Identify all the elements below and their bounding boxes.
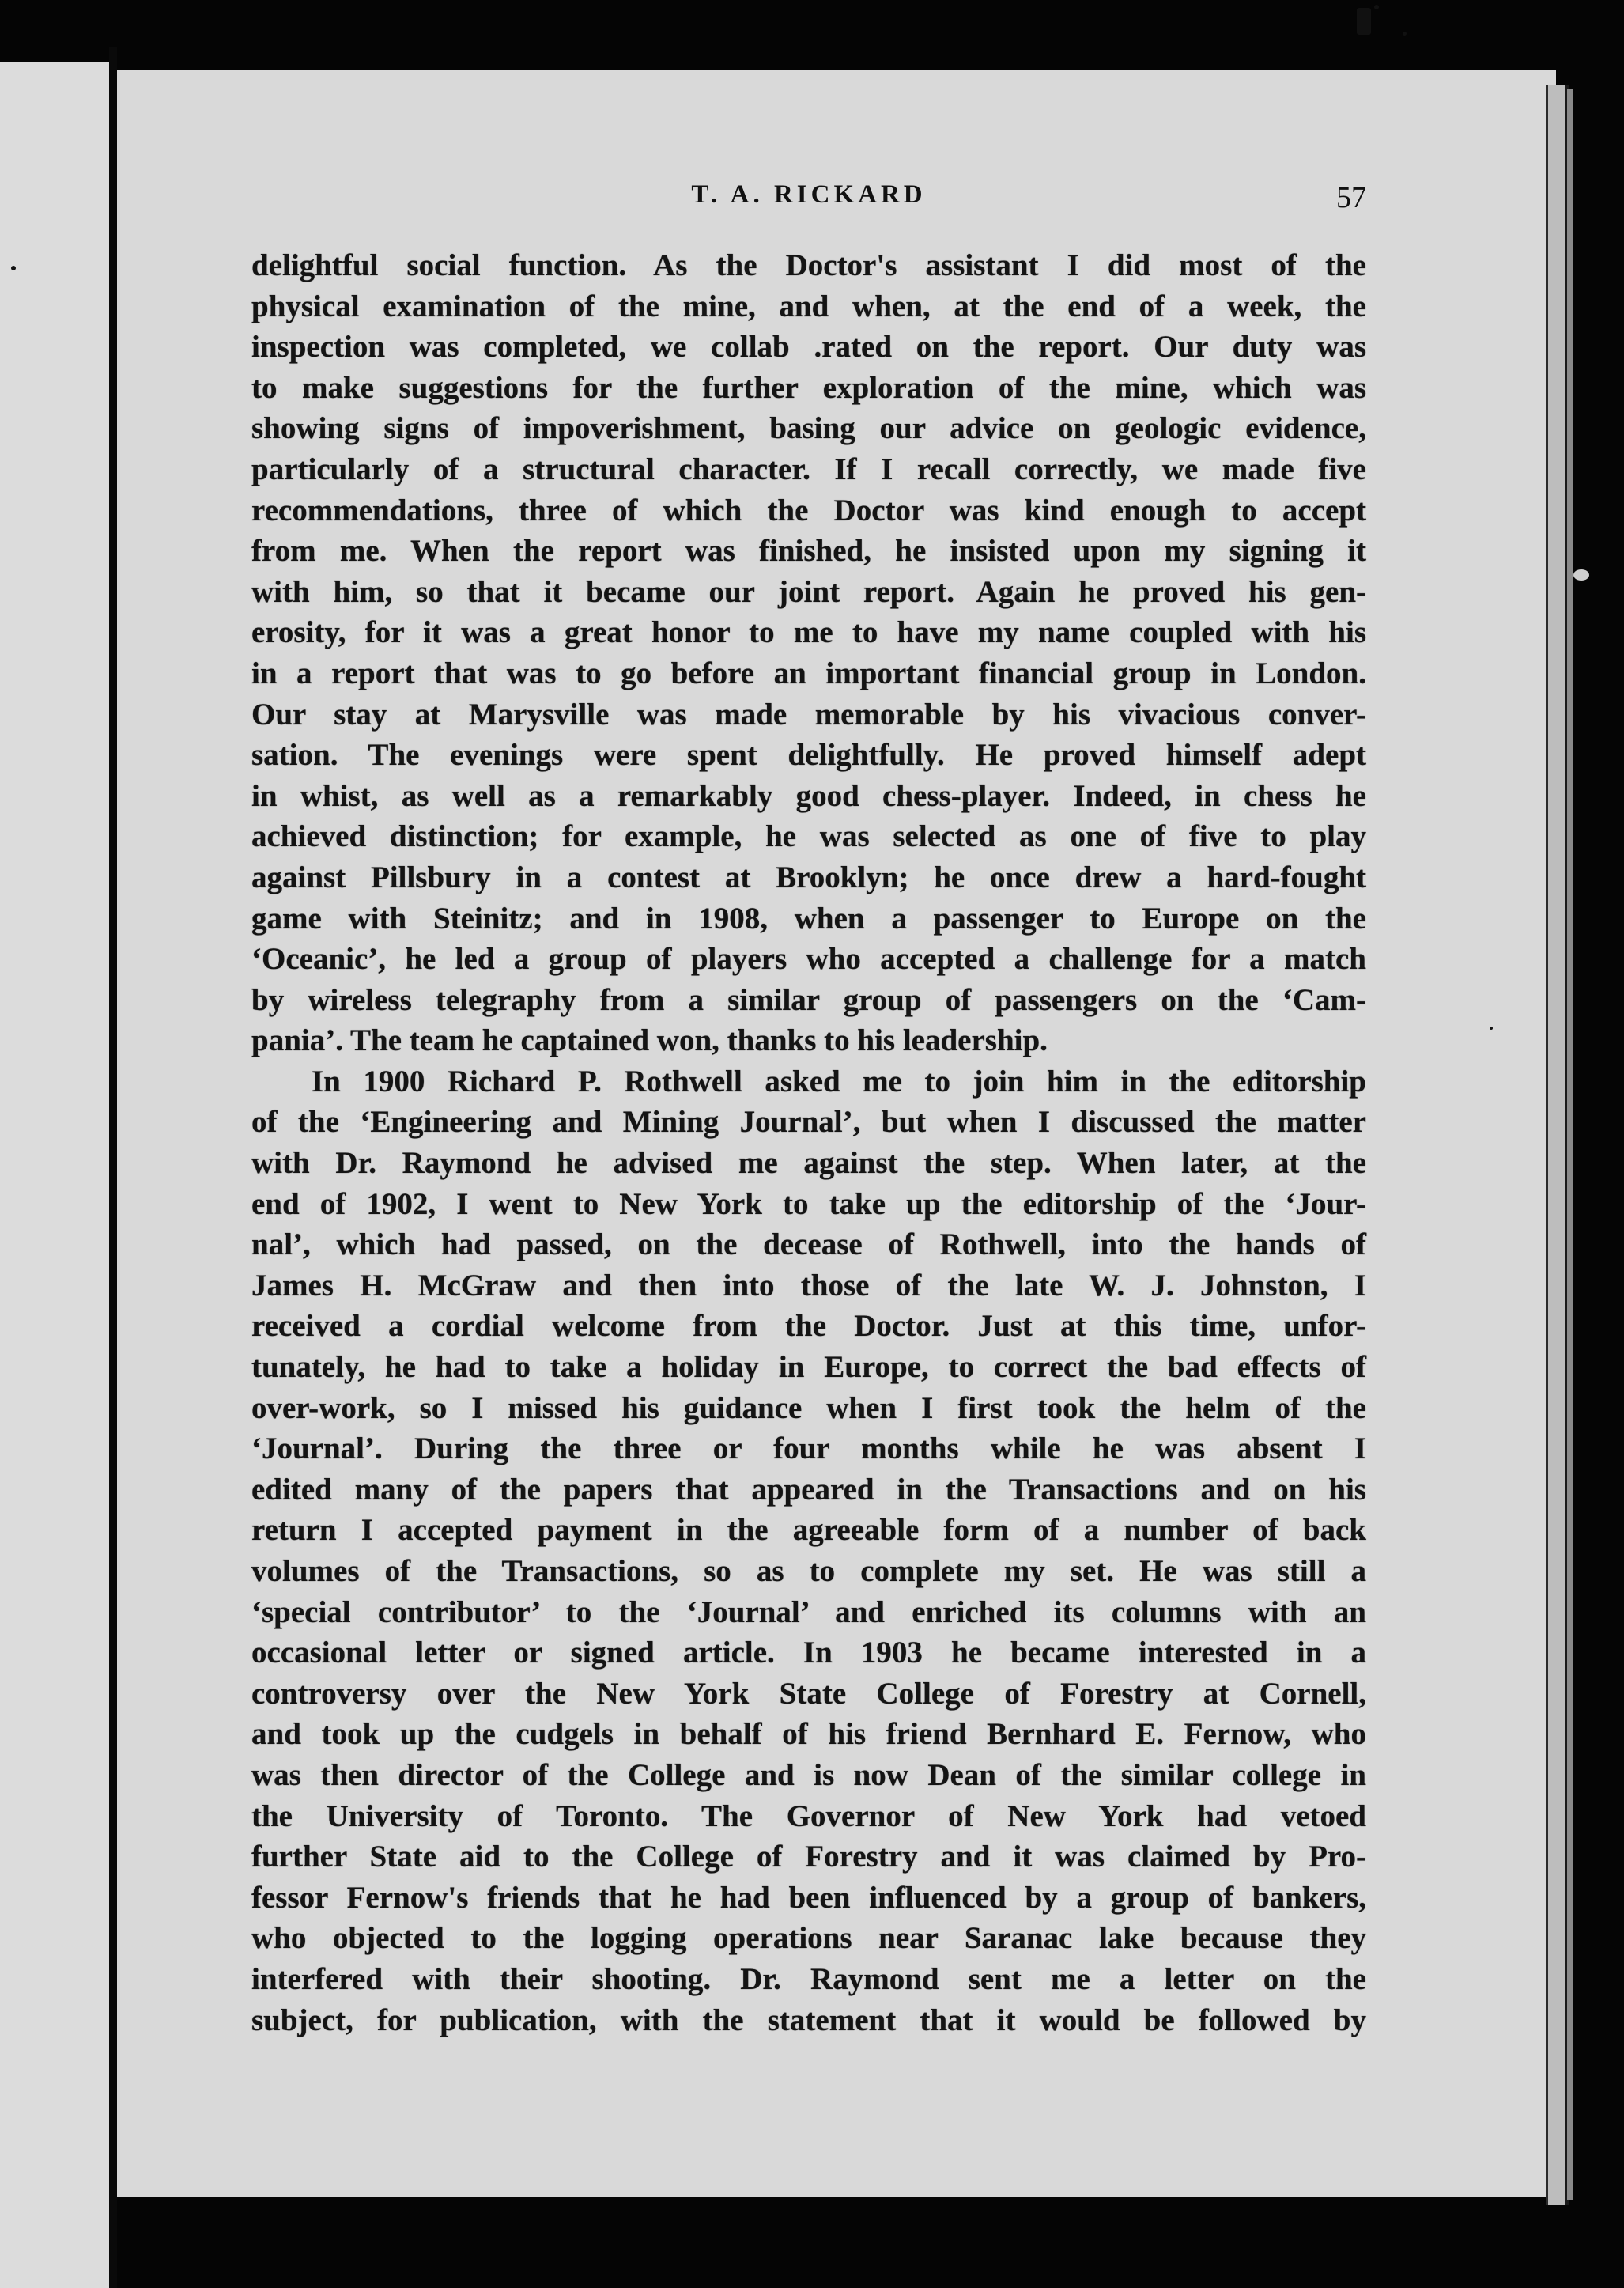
text-line: end of 1902, I went to New York to take up the editorship of the ‘Jour-	[251, 1186, 1366, 1221]
text-line: volumes of the Transactions, so as to complete my set. He was still a	[251, 1554, 1366, 1588]
text-line: occasional letter or signed article. In 1903 he became interested in a	[251, 1636, 1366, 1670]
facing-page-edge	[0, 62, 109, 2288]
text-line: from me. When the report was finished, he insisted upon my signing it	[251, 534, 1366, 569]
text-line: who objected to the logging operations near Saranac lake because they	[251, 1921, 1366, 1956]
paragraph-start-line: In 1900 Richard P. Rothwell asked me to join him in the editorship	[312, 1064, 1366, 1099]
text-line: game with Steinitz; and in 1908, when a passenger to Europe on the	[251, 901, 1366, 936]
text-line: by wireless telegraphy from a similar group of passengers on the ‘Cam-	[251, 982, 1366, 1017]
text-line: recommendations, three of which the Doctor was kind enough to accept	[251, 493, 1366, 528]
text-line: ‘Journal’. During the three or four months while he was absent I	[251, 1431, 1366, 1466]
text-line: in a report that was to go before an important financial group in London.	[251, 656, 1366, 690]
text-line: over-work, so I missed his guidance when I first took the helm of the	[251, 1390, 1366, 1425]
text-line: interfered with their shooting. Dr. Raymond sent me a letter on the	[251, 1961, 1366, 1996]
scan-speck	[11, 266, 16, 270]
scan-speck	[1490, 1027, 1493, 1030]
text-line: ‘special contributor’ to the ‘Journal’ and enriched its columns with an	[251, 1594, 1366, 1629]
page-stack-shadow	[1567, 89, 1573, 2200]
text-line: of the ‘Engineering and Mining Journal’, but when I discussed the matter	[251, 1105, 1366, 1140]
scan-speck	[1374, 5, 1379, 9]
text-line: controversy over the New York State College of Forestry at Cornell,	[251, 1676, 1366, 1711]
scan-speck	[1357, 8, 1371, 35]
text-line: tunately, he had to take a holiday in Europe, to correct the bad effects of	[251, 1350, 1366, 1385]
text-line: nal’, which had passed, on the decease of Rothwell, into the hands of	[251, 1227, 1366, 1262]
book-gutter	[109, 47, 117, 2288]
text-line: to make suggestions for the further exploration of the mine, which was	[251, 370, 1366, 405]
page-header	[251, 180, 1366, 228]
text-line: against Pillsbury in a contest at Brooklyn; he once drew a hard-fought	[251, 860, 1366, 894]
text-line: showing signs of impoverishment, basing our advice on geologic evidence,	[251, 411, 1366, 446]
text-line: in whist, as well as a remarkably good chess-player. Indeed, in chess he	[251, 778, 1366, 813]
text-line: erosity, for it was a great honor to me to have my name coupled with his	[251, 615, 1366, 650]
paragraph-end-line: pania’. The team he captained won, thanks to his leadership.	[251, 1023, 1048, 1058]
text-line: inspection was completed, we collab .rated on the report. Our duty was	[251, 330, 1366, 365]
text-line: with Dr. Raymond he advised me against the step. When later, at the	[251, 1146, 1366, 1181]
scan-speck	[1403, 32, 1407, 36]
text-line: the University of Toronto. The Governor of New York had vetoed	[251, 1798, 1366, 1833]
text-line: and took up the cudgels in behalf of his friend Bernhard E. Fernow, who	[251, 1717, 1366, 1752]
text-line: Our stay at Marysville was made memorable by his vivacious conver-	[251, 697, 1366, 732]
text-line: fessor Fernow's friends that he had been influenced by a group of bankers,	[251, 1880, 1366, 1915]
scan-speck	[1573, 569, 1589, 581]
text-line: subject, for publication, with the statement that it would be followed by	[251, 2002, 1366, 2037]
text-line: edited many of the papers that appeared in the Transactions and on his	[251, 1472, 1366, 1507]
text-line: was then director of the College and is now Dean of the similar college in	[251, 1757, 1366, 1792]
running-head: T. A. RICKARD	[691, 180, 927, 209]
text-line: ‘Oceanic’, he led a group of players who accepted a challenge for a match	[251, 942, 1366, 977]
page-number: 57	[1336, 181, 1366, 214]
text-line: particularly of a structural character. If I recall correctly, we made five	[251, 452, 1366, 486]
page-stack-edge	[1546, 85, 1569, 2205]
text-line: physical examination of the mine, and when, at the end of a week, the	[251, 289, 1366, 323]
body-text	[251, 245, 1366, 2040]
text-line: delightful social function. As the Doctor's assistant I did most of the	[251, 248, 1366, 282]
text-line: received a cordial welcome from the Doctor. Just at this time, unfor-	[251, 1309, 1366, 1344]
text-line: with him, so that it became our joint report. Again he proved his gen-	[251, 574, 1366, 609]
text-line: sation. The evenings were spent delightfully. He proved himself adept	[251, 738, 1366, 773]
text-line: further State aid to the College of Forestry and it was claimed by Pro-	[251, 1840, 1366, 1874]
text-line: return I accepted payment in the agreeable form of a number of back	[251, 1513, 1366, 1548]
text-line: achieved distinction; for example, he was selected as one of five to play	[251, 819, 1366, 854]
text-line: James H. McGraw and then into those of the late W. J. Johnston, I	[251, 1268, 1366, 1303]
